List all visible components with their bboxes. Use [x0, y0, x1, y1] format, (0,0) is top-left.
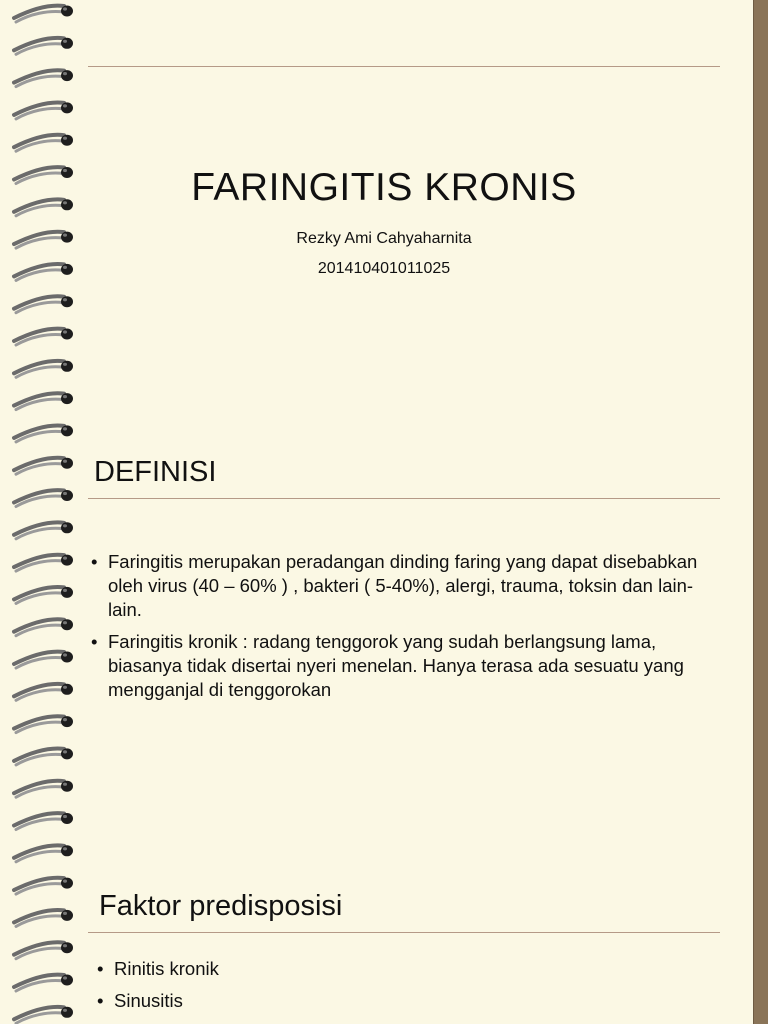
binding-ring [14, 393, 73, 410]
list-item: • Sinusitis [96, 989, 696, 1013]
binding-ring [14, 135, 73, 152]
binding-ring [14, 490, 73, 507]
notebook-right-edge [753, 0, 768, 1024]
definisi-bullet-list [90, 550, 710, 710]
binding-ring [14, 878, 73, 895]
faktor-heading: Faktor predisposisi [99, 890, 343, 922]
binding-ring [14, 70, 73, 87]
binding-ring [14, 975, 73, 992]
binding-ring [14, 102, 73, 119]
spiral-binding [0, 0, 80, 1024]
binding-ring [14, 619, 73, 636]
binding-ring [14, 813, 73, 830]
binding-ring [14, 781, 73, 798]
definisi-heading: DEFINISI [94, 456, 217, 488]
binding-ring [14, 716, 73, 733]
binding-ring [14, 329, 73, 346]
binding-ring [14, 652, 73, 669]
binding-ring [14, 587, 73, 604]
binding-ring [14, 458, 73, 475]
binding-ring [14, 38, 73, 55]
binding-ring [14, 910, 73, 927]
binding-ring [14, 845, 73, 862]
binding-ring [14, 361, 73, 378]
slide-divider-line [88, 66, 720, 67]
faktor-divider-line [88, 932, 720, 933]
binding-ring [14, 1007, 73, 1024]
presentation-title: FARINGITIS KRONIS [191, 166, 577, 209]
list-item: • Faringitis kronik : radang tenggorok yang sudah berlangsung lama, biasanya tidak disertai nyeri menelan. Hanya terasa ada sesuatu yang mengganjal di tenggorokan [90, 630, 710, 702]
binding-ring [14, 748, 73, 765]
binding-ring [14, 555, 73, 572]
binding-ring [14, 425, 73, 442]
author-name: Rezky Ami Cahyaharnita [296, 230, 472, 247]
student-id: 201410401011025 [317, 260, 451, 277]
binding-ring [14, 684, 73, 701]
binding-ring [14, 522, 73, 539]
definisi-divider-line [88, 498, 720, 499]
list-item: • Rinitis kronik [96, 957, 696, 981]
list-item: • Faringitis merupakan peradangan dinding faring yang dapat disebabkan oleh virus (40 – 60% ) , bakteri ( 5-40%), alergi, trauma, toksin dan lain-lain. [90, 550, 710, 622]
faktor-bullet-list [96, 957, 696, 1021]
binding-ring [14, 6, 73, 23]
binding-ring [14, 296, 73, 313]
binding-ring [14, 942, 73, 959]
